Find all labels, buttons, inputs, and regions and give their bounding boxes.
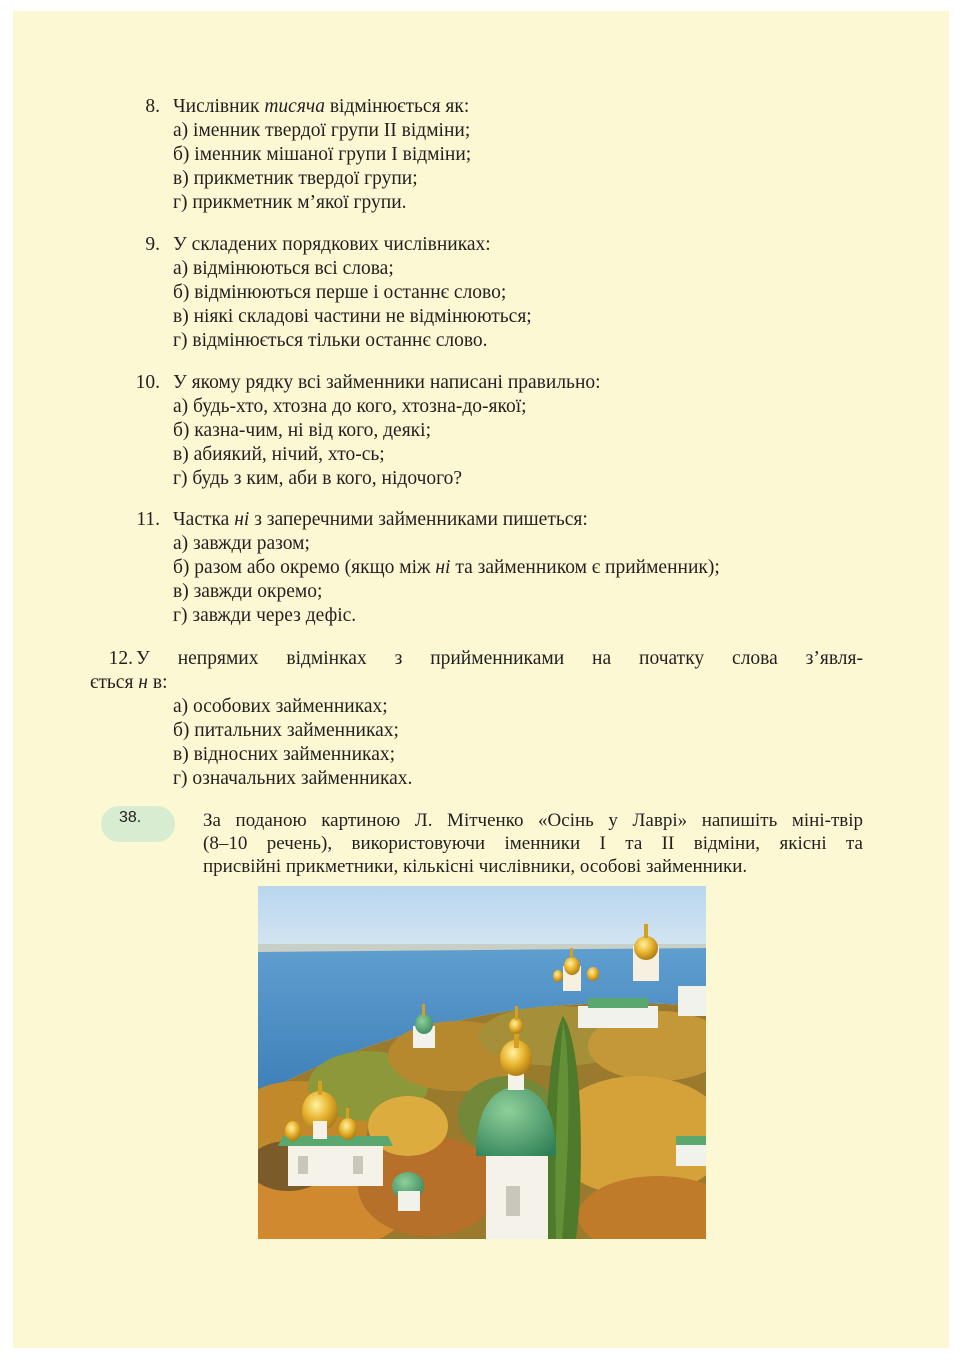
task-line-1: За поданою картиною Л. Мітченко «Осінь у Лаврі» напишіть міні-твір [203, 810, 863, 831]
option-b: б) відмінюються перше і останнє слово; [173, 282, 507, 303]
option-c: в) ніякі складові частини не відмінюються; [173, 306, 532, 327]
option-c: в) відносних займенниках; [173, 744, 396, 765]
option-c: в) прикметник твердої групи; [173, 168, 418, 189]
task-line-2: (8–10 речень), використовуючи іменники І та ІІ відміни, якісні та [203, 833, 863, 854]
option-d: г) завжди через дефіс. [173, 605, 357, 626]
painting-svg [258, 886, 706, 1239]
question-9 [13, 233, 949, 353]
question-stem-line-2: ється н в: [90, 672, 168, 693]
question-number: 11. [136, 509, 160, 530]
option-a: а) відмінюються всі слова; [173, 258, 394, 279]
option-a: а) будь-хто, хтозна до кого, хтозна-до-якої; [173, 396, 527, 417]
question-stem: Частка ні з заперечними займенниками пишеться: [173, 509, 588, 530]
question-stem: У складених порядкових числівниках: [173, 234, 491, 255]
option-c: в) абиякий, нічий, хто-сь; [173, 444, 385, 465]
option-b: б) казна-чим, ні від кого, деякі; [173, 420, 431, 441]
question-number: 8. [145, 96, 160, 117]
option-b: б) питальних займенниках; [173, 720, 399, 741]
question-10 [13, 371, 949, 491]
question-number: 10. [135, 372, 160, 393]
task-number: 38. [119, 809, 142, 826]
option-a: а) завжди разом; [173, 533, 310, 554]
task-instructions [203, 809, 863, 878]
question-12 [13, 647, 949, 791]
question-11 [13, 508, 949, 628]
question-stem: У якому рядку всі займенники написані правильно: [173, 372, 601, 393]
question-stem-line-1: У непрямих відмінках з прийменниками на початку слова з’явля- [136, 648, 863, 669]
textbook-page [13, 11, 949, 1348]
option-d: г) відмінюється тільки останнє слово. [173, 330, 488, 351]
painting-image [258, 886, 706, 1239]
option-d: г) означальних займенниках. [173, 768, 413, 789]
option-a: а) іменник твердої групи ІІ відміни; [173, 120, 471, 141]
question-stem: Числівник тисяча відмінюється як: [173, 96, 470, 117]
task-line-3: присвійні прикметники, кількісні числівники, особові займенники. [203, 856, 748, 877]
option-a: а) особових займенниках; [173, 696, 388, 717]
option-d: г) прикметник м’якої групи. [173, 192, 407, 213]
option-c: в) завжди окремо; [173, 581, 323, 602]
question-8 [13, 95, 949, 215]
option-d: г) будь з ким, аби в кого, нідочого? [173, 468, 463, 489]
task-number-badge [101, 806, 175, 842]
option-b: б) іменник мішаної групи І відміни; [173, 144, 472, 165]
question-number: 12. [108, 648, 133, 669]
option-b: б) разом або окремо (якщо між ні та займенником є прийменник); [173, 557, 720, 578]
question-number: 9. [145, 234, 160, 255]
